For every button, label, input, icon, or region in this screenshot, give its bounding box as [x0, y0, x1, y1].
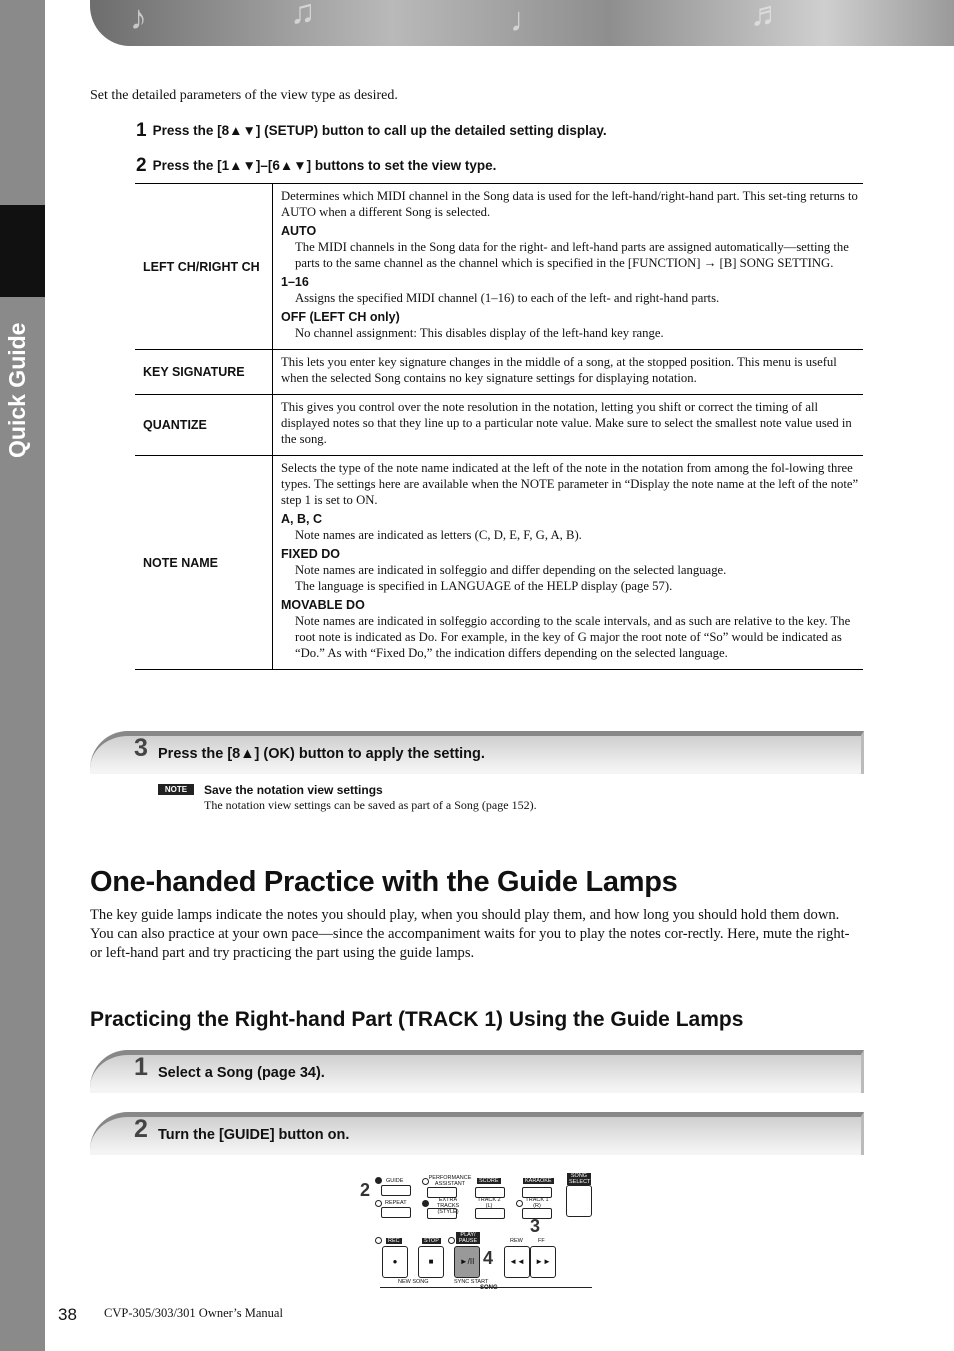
- param-desc: Selects the type of the note name indicated at the left of the note in the notation from among the fol-lowing three types. The settings here are available when the NOTE parameter in “Display the note name at the left of the note” step 1 is set to ON. A, B, C Note names are indicated as letters (C, D, E, F, G, A, B). FIXED DO Note names are indicated in solfeggio and differ depending on the selected language. The language is specified in LANGUAGE of the HELP display (page 57). MOVABLE DO Note names are indicated in solfeggio according to the scale intervals, and as such are relative to the key. The root note is indicated as Do. For example, in the key of G major the root note of “So” would be indicated as “Do.” As with “Fixed Do,” the indication differs depending on the selected language.: [273, 456, 864, 670]
- rec-lamp: [375, 1237, 382, 1244]
- step-2: 2 Press the [1▲▼]–[6▲▼] buttons to set the view type.: [136, 155, 497, 176]
- param-name: LEFT CH/RIGHT CH: [135, 184, 273, 350]
- header-banner: [90, 0, 954, 46]
- parameter-table: [135, 183, 863, 670]
- step-1: 1 Press the [8▲▼] (SETUP) button to call up the detailed setting display.: [136, 120, 607, 141]
- music-note-icon: ♪: [130, 0, 147, 37]
- param-name: NOTE NAME: [135, 456, 273, 670]
- note-text: The notation view settings can be saved as part of a Song (page 152).: [204, 798, 537, 812]
- side-tab-marker: [0, 205, 45, 297]
- section-paragraph: The key guide lamps indicate the notes you should play, when you should play them, and how long you should hold them down. You can also practice at your own pace—since the accompaniment waits for you to play the notes cor-rectly. Here, mute the right- or left-hand part and try practicing the part using the guide lamps.: [90, 907, 850, 961]
- table-row: [135, 456, 863, 670]
- param-desc: This gives you control over the note resolution in the notation, letting you shift or correct the timing of all displayed notes so that they line up to a particular note value. Make sure to select the smallest note value used in the song.: [273, 395, 864, 456]
- param-name: QUANTIZE: [135, 395, 273, 456]
- song-control-panel: 2 GUIDE REPEAT PERFORMANCE ASSISTANT EXTRA TRACKS (STYLE) SCORE TRACK 2 (L) KARAOKE TRACK 1 (R) 3 SONG SELECT REC ● STOP ■ PLAY/ PAUSE ►/II 4 REW ◄◄ FF ►► NEW SONG SYNC START SONG: [360, 1173, 591, 1291]
- intro-text: Set the detailed parameters of the view type as desired.: [90, 88, 398, 103]
- track2-button[interactable]: [475, 1208, 505, 1219]
- table-row: [135, 395, 863, 456]
- music-note-icon: ♩: [510, 2, 544, 39]
- play-pause-button[interactable]: ►/II: [454, 1246, 480, 1278]
- callout-2: 2: [360, 1180, 371, 1200]
- side-tab-label: Quick Guide: [4, 322, 30, 458]
- note-title: Save the notation view settings: [204, 783, 383, 797]
- play-lamp: [448, 1237, 455, 1244]
- ff-button[interactable]: ►►: [530, 1246, 556, 1278]
- table-row: [135, 350, 863, 395]
- music-note-icon: ♬: [750, 0, 784, 33]
- step-2-bar: 2 Turn the [GUIDE] button on.: [90, 1112, 864, 1155]
- step-3-bar: 3 Press the [8▲] (OK) button to apply the setting.: [90, 731, 864, 774]
- track1-lamp: [516, 1200, 523, 1207]
- stop-button[interactable]: ■: [418, 1246, 444, 1278]
- song-select-button[interactable]: [566, 1185, 592, 1217]
- param-name: KEY SIGNATURE: [135, 350, 273, 395]
- repeat-lamp: [375, 1200, 382, 1207]
- step-1-bar: 1 Select a Song (page 34).: [90, 1050, 864, 1093]
- callout-3: 3: [530, 1216, 541, 1236]
- param-desc: This lets you enter key signature changes in the middle of a song, at the stopped position. This menu is useful when the selected Song contains no key signature settings for displaying notation.: [273, 350, 864, 395]
- note-badge: NOTE: [158, 784, 194, 795]
- manual-title: CVP-305/303/301 Owner’s Manual: [104, 1306, 283, 1320]
- repeat-button[interactable]: [381, 1207, 411, 1218]
- music-note-icon: ♫: [290, 0, 316, 31]
- subsection-title: Practicing the Right-hand Part (TRACK 1) Using the Guide Lamps: [90, 1008, 744, 1031]
- extra-tracks-button[interactable]: [427, 1208, 457, 1219]
- page-number: 38: [58, 1305, 77, 1324]
- guide-lamp: [375, 1177, 382, 1184]
- rec-button[interactable]: ●: [382, 1246, 408, 1278]
- rew-button[interactable]: ◄◄: [504, 1246, 530, 1278]
- song-divider: [380, 1287, 592, 1288]
- param-desc: Determines which MIDI channel in the Song data is used for the left-hand/right-hand part. This set-ting returns to AUTO when a different Song is selected. AUTO The MIDI channels in the Song data for the right- and left-hand parts are assigned automatically—setting the parts to the same channel as the channel which is specified in the [FUNCTION] → [B] SONG SETTING. 1–16 Assigns the specified MIDI channel (1–16) to each of the left- and right-hand parts. OFF (LEFT CH only) No channel assignment: This disables display of the left-hand key range.: [273, 184, 864, 350]
- section-title: One-handed Practice with the Guide Lamps: [90, 866, 678, 898]
- callout-4: 4: [483, 1248, 494, 1268]
- side-tab: [0, 0, 45, 1351]
- guide-button[interactable]: [381, 1185, 411, 1196]
- table-row: [135, 184, 863, 350]
